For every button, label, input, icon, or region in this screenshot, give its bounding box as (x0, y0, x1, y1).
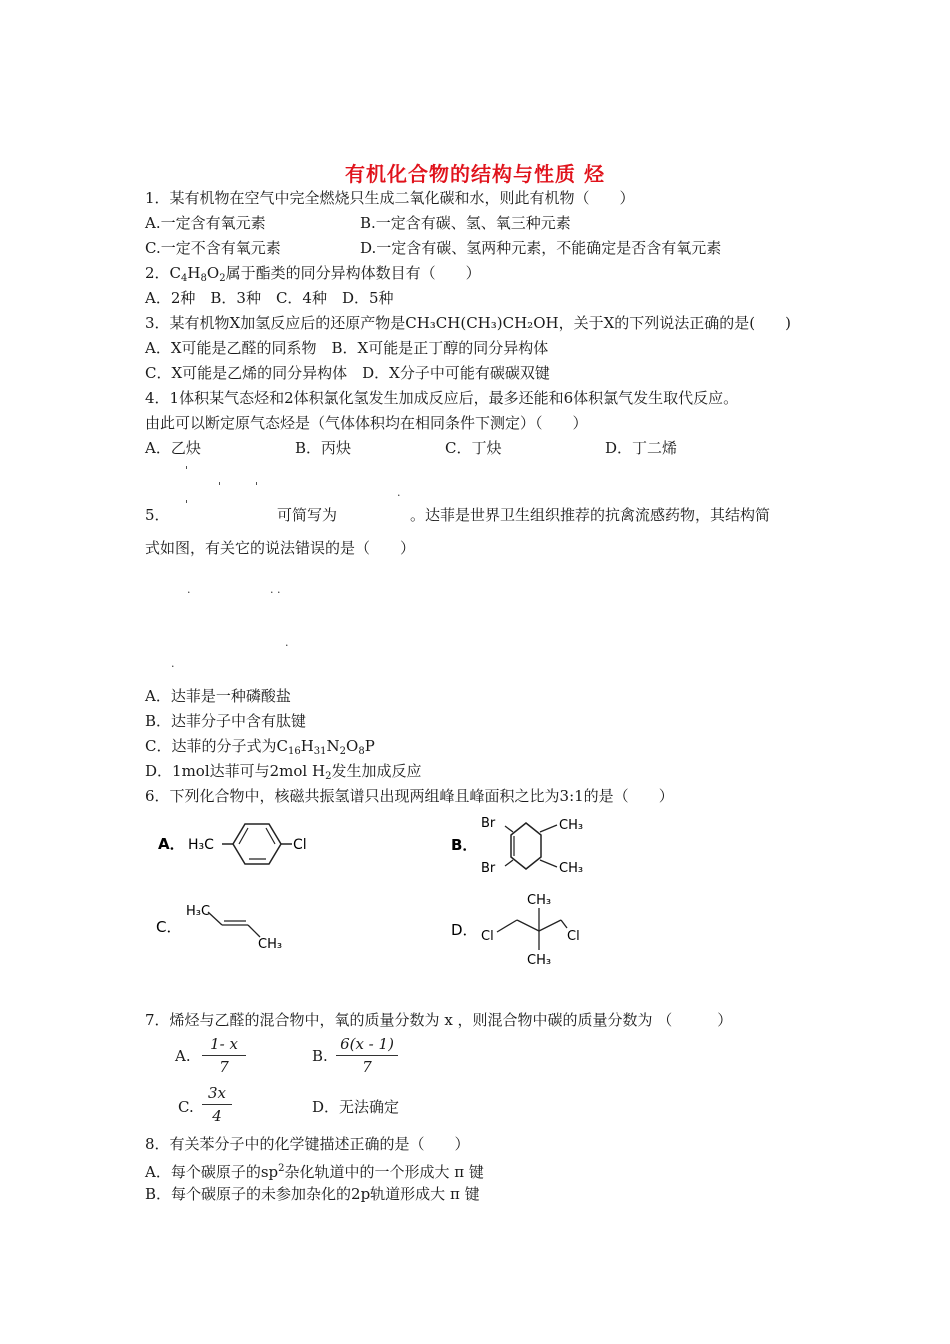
structure-b-ch3-top: CH₃ (559, 818, 584, 833)
q7-option-b-numerator: 6(x - 1) (336, 1033, 398, 1056)
structure-d-ch3-top: CH₃ (527, 893, 552, 908)
q5-option-b: B．达菲分子中含有肽键 (145, 712, 307, 730)
q5-option-a: A．达菲是一种磷酸盐 (145, 687, 291, 705)
q5-stem-line2: 式如图，有关它的说法错误的是（ ） (145, 539, 416, 557)
q3-options-cd: C．X可能是乙烯的同分异构体 D．X分子中可能有碳碳双键 (145, 364, 550, 382)
structure-c-label: C． (156, 918, 182, 936)
artifact-mark: ' (255, 480, 259, 493)
q5-option-d: D．1mol达菲可与2mol $H_2$发生加成反应 (145, 762, 422, 782)
structure-c-ch3: CH₃ (258, 937, 283, 952)
q7-option-c-label: C. (178, 1098, 194, 1116)
structure-b-ch3-bottom: CH₃ (559, 861, 584, 876)
structure-b (445, 810, 615, 885)
q5-stem-mid: 可简写为 (277, 506, 338, 524)
q7-option-c-numerator: 3x (202, 1082, 232, 1105)
artifact-mark: . (285, 636, 289, 649)
q7-option-b-label: B. (312, 1047, 328, 1065)
q6-stem: 6．下列化合物中，核磁共振氢谱只出现两组峰且峰面积之比为3:1的是（ ） (145, 787, 674, 805)
structure-d-cl-right: Cl (567, 929, 580, 944)
q7-option-a-numerator: 1- x (202, 1033, 246, 1056)
q2-options: A．2种 B．3种 C．4种 D．5种 (145, 289, 394, 307)
benzene-ring (233, 824, 281, 864)
q7-option-a-label: A. (175, 1047, 191, 1065)
q7-option-d: D．无法确定 (312, 1098, 400, 1116)
q7-option-c-denominator: 4 (212, 1107, 222, 1125)
q5-number: 5． (145, 506, 170, 524)
q3-stem: 3．某有机物X加氢反应后的还原产物是CH₃CH(CH₃)CH₂OH，关于X的下列说法正确的是( ) (145, 314, 791, 332)
q4-option-b: B．丙炔 (295, 439, 352, 457)
structure-a-label: A． (158, 835, 185, 853)
q5-stem-tail: 。达菲是世界卫生组织推荐的抗禽流感药物，其结构简 (410, 506, 771, 524)
q4-option-d: D．丁二烯 (605, 439, 678, 457)
q1-option-a: A.一定含有氧元素 (145, 214, 266, 232)
q4-option-a: A．乙炔 (145, 439, 201, 457)
structure-b-br-bottom: Br (481, 861, 496, 876)
q7-option-a-fraction (202, 1033, 246, 1078)
q1-option-c: C.一定不含有氧元素 (145, 239, 281, 257)
structure-c-h3c: H₃C (186, 904, 211, 919)
artifact-mark: . (171, 657, 175, 670)
q7-option-c-fraction (202, 1082, 232, 1127)
structure-b-label: B． (451, 836, 478, 854)
structure-d (445, 888, 595, 968)
page-title: 有机化合物的结构与性质 烃 (345, 162, 605, 186)
q2-stem: 2．$C_4H_8O_2$属于酯类的同分异构体数目有（ ） (145, 264, 481, 284)
q7-option-b-fraction (336, 1033, 398, 1078)
artifact-mark: . (397, 486, 401, 499)
q4-option-c: C．丁炔 (445, 439, 502, 457)
q4-stem-line2: 由此可以断定原气态烃是（气体体积均在相同条件下测定）（ ） (145, 414, 588, 432)
q1-option-d: D.一定含有碳、氢两种元素，不能确定是否含有氧元素 (360, 239, 722, 257)
structure-d-cl-left: Cl (481, 929, 494, 944)
structure-d-label: D． (451, 921, 478, 939)
q8-option-b: B．每个碳原子的未参加杂化的2p轨道形成大 π 键 (145, 1185, 480, 1203)
structure-a-h3c: H₃C (188, 837, 214, 853)
q7-option-b-denominator: 7 (362, 1058, 372, 1076)
artifact-mark: ' (185, 498, 189, 511)
q4-stem-line1: 4．1体积某气态烃和2体积氯化氢发生加成反应后，最多还能和6体积氯气发生取代反应。 (145, 389, 739, 407)
artifact-mark: ' (218, 480, 222, 493)
structure-b-br-top: Br (481, 816, 496, 831)
structure-d-ch3-bottom: CH₃ (527, 953, 552, 968)
q8-stem: 8．有关苯分子中的化学键描述正确的是（ ） (145, 1135, 470, 1153)
artifact-mark: . (187, 583, 191, 596)
q5-option-c: C．达菲的分子式为$C_{16}H_{31}N_2O_8P$ (145, 737, 375, 757)
q8-option-a: A．每个碳原子的$sp^2$杂化轨道中的一个形成大 π 键 (145, 1163, 484, 1181)
structure-a (150, 815, 330, 875)
artifact-mark: . . (270, 583, 281, 596)
q3-options-ab: A．X可能是乙醛的同系物 B．X可能是正丁醇的同分异构体 (145, 339, 549, 357)
structure-c (150, 895, 290, 960)
q1-stem: 1．某有机物在空气中完全燃烧只生成二氧化碳和水，则此有机物（ ） (145, 189, 635, 207)
structure-a-cl: Cl (293, 837, 307, 853)
q7-option-a-denominator: 7 (219, 1058, 229, 1076)
q1-option-b: B.一定含有碳、氢、氧三种元素 (360, 214, 571, 232)
artifact-mark: ' (185, 464, 189, 477)
q7-stem: 7．烯烃与乙醛的混合物中，氧的质量分数为 x ，则混合物中碳的质量分数为 （ ） (145, 1011, 733, 1029)
